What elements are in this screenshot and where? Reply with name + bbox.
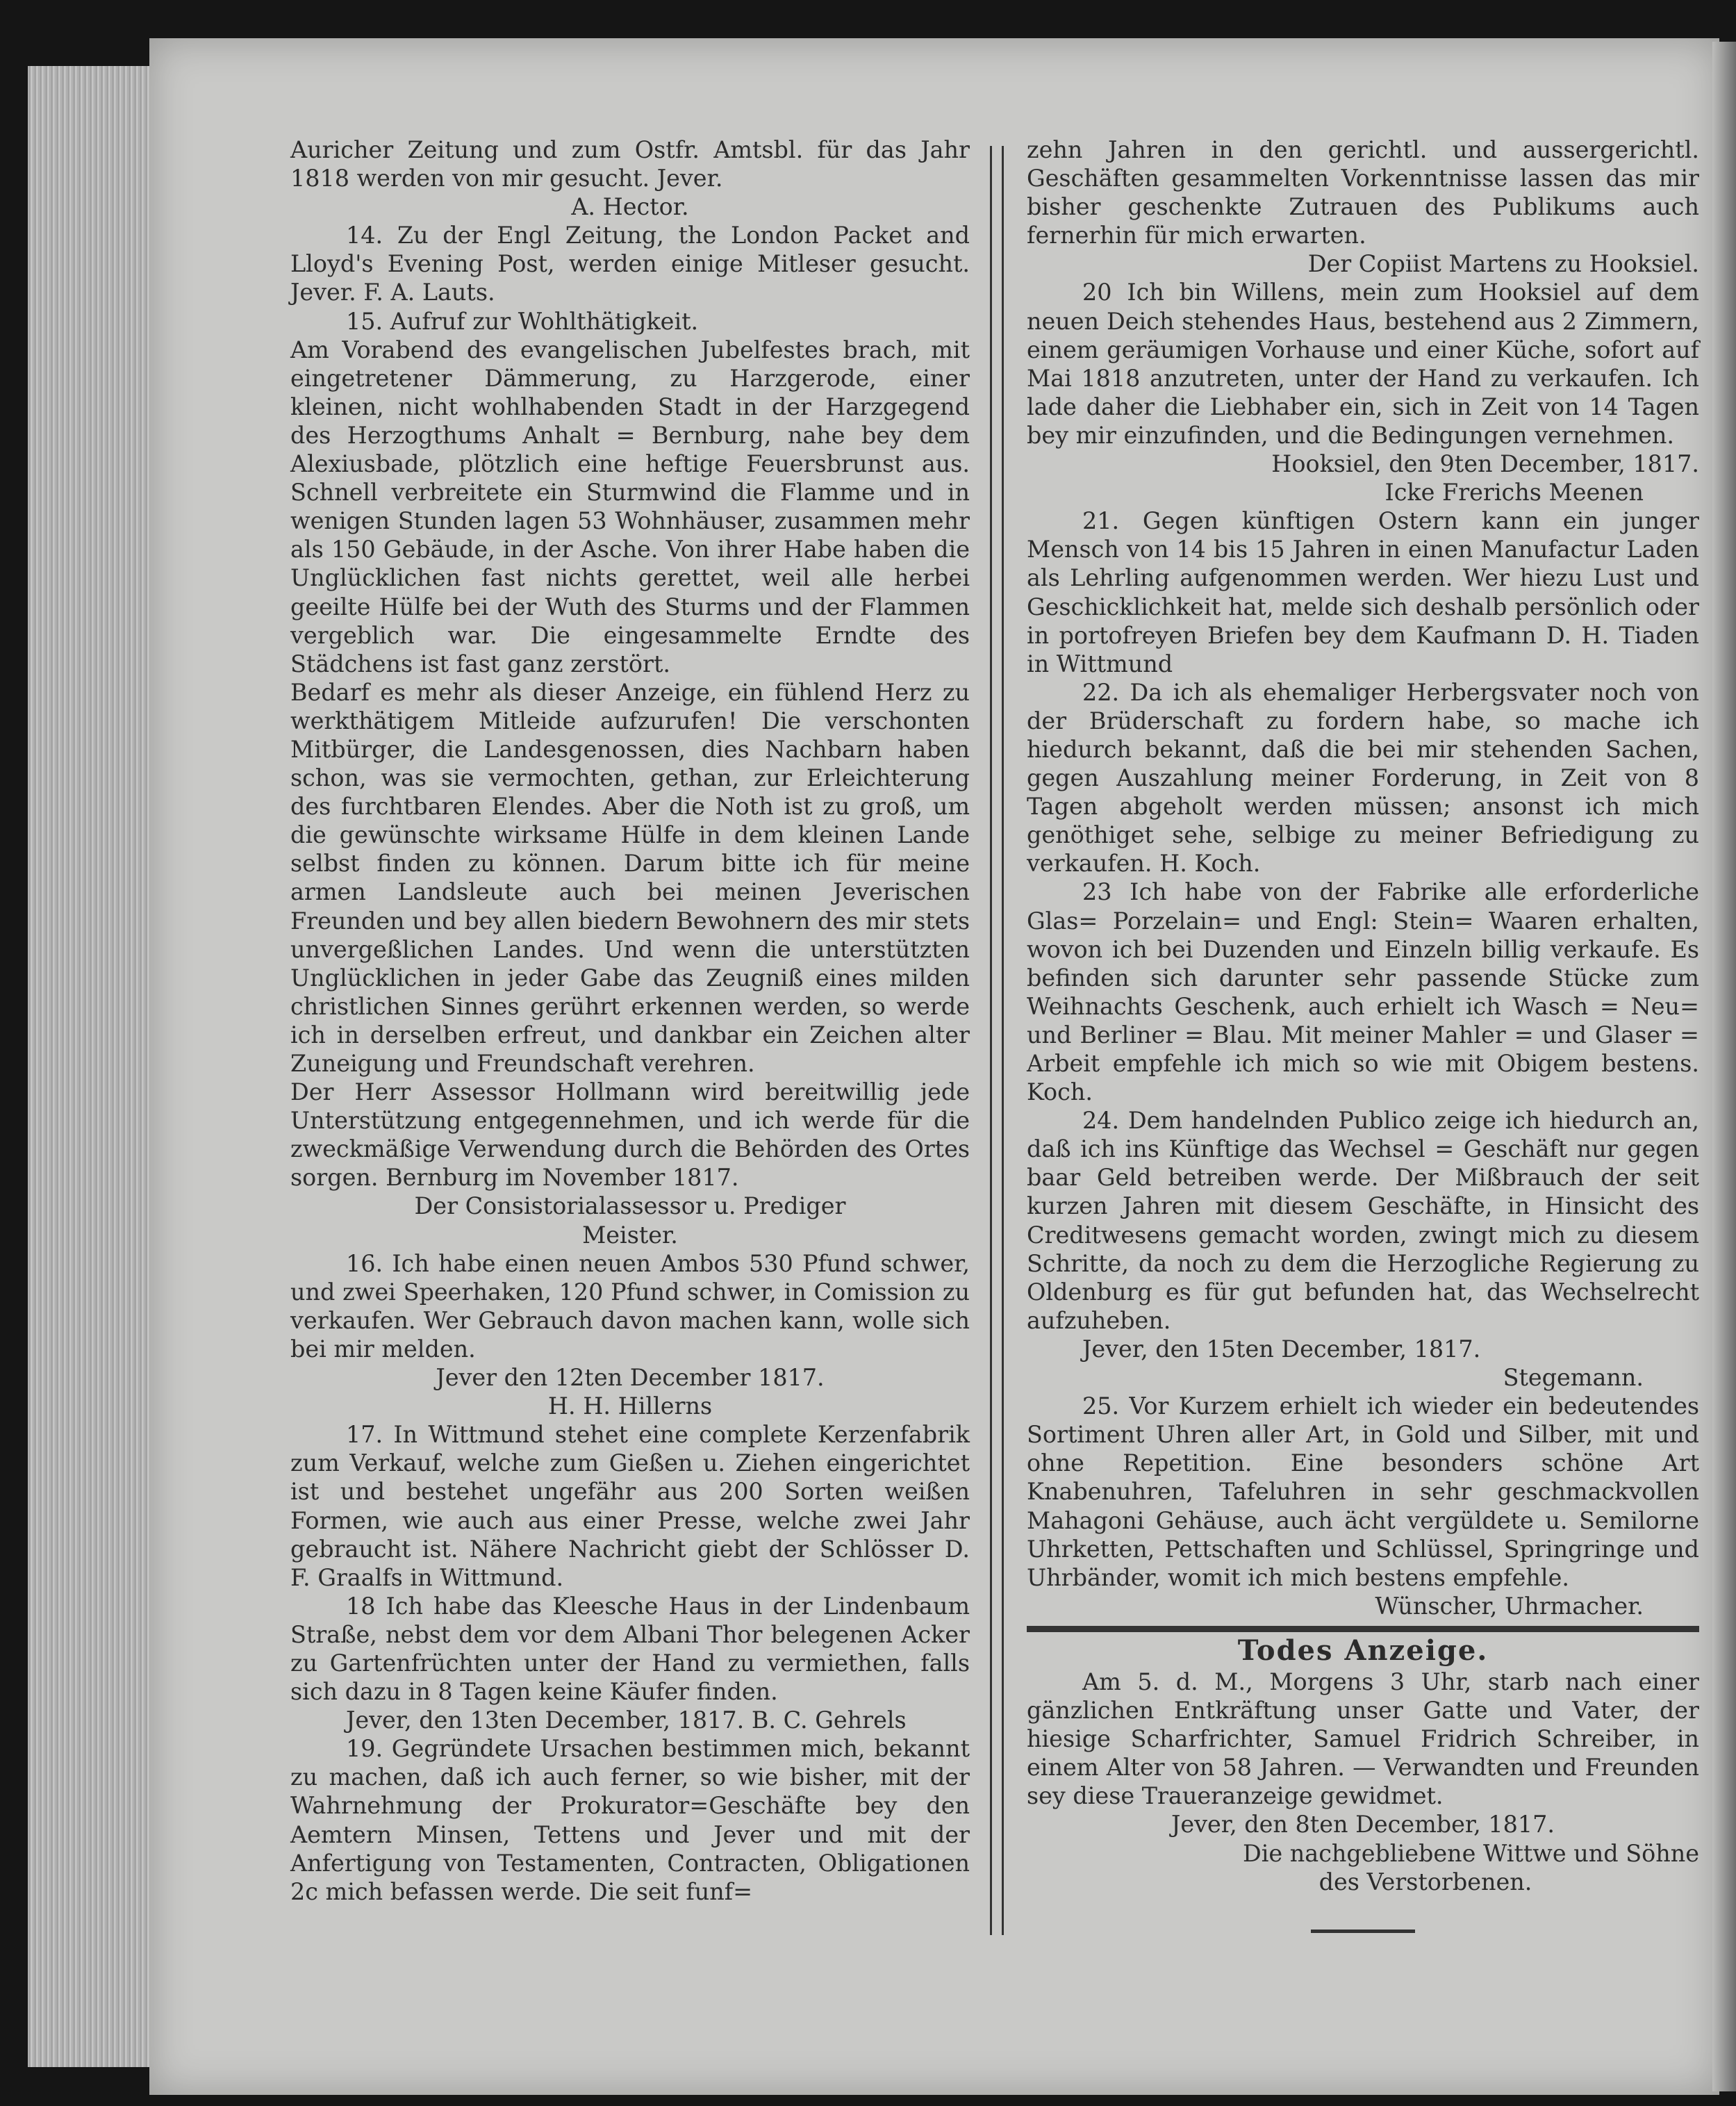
right_column-paragraph: Stegemann. — [1503, 1364, 1644, 1392]
left_column-paragraph: 19. Gegründete Ursachen bestimmen mich, bekannt zu machen, daß ich auch ferner, so wie bisher, mit der Wahrnehmung der Prokurator=Geschäfte bey den Aemtern Minsen, Tettens und Jever und mit der Anfertigung von Testamenten, Contracten, Obligationen 2c mich befassen werde. Die seit funf= — [290, 1735, 970, 1905]
left_column-paragraph: 17. In Wittmund stehet eine complete Kerzenfabrik zum Verkauf, welche zum Gießen u. Ziehen eingerichtet ist und bestehet ungefähr aus 200 Sorten weißen Formen, wie auch aus einer Presse, welche zwei Jahr gebraucht ist. Nähere Nachricht giebt der Schlösser D. F. Graalfs in Wittmund. — [290, 1421, 970, 1591]
end-rule — [1311, 1930, 1415, 1933]
left_column-paragraph: Am Vorabend des evangelischen Jubelfestes brach, mit eingetretener Dämmerung, zu Harzgerode, einer kleinen, nicht wohlhabenden Stadt in der Harzgegend des Herzogthums Anhalt = Bernburg, nahe bey dem Alexiusbade, plötzlich eine heftige Feuersbrunst aus. Schnell verbreitete ein Sturmwind die Flamme und in wenigen Stunden lagen 53 Wohnhäuser, zusammen mehr als 150 Gebäude, in der Asche. Von ihrer Habe haben die Unglücklichen fast nichts gerettet, weil alle herbei geeilte Hülfe bei der Wuth des Sturms und der Flammen vergeblich war. Die eingesammelte Erndte des Städchens ist fast ganz zerstört. — [290, 336, 970, 677]
left_column-paragraph: Jever den 12ten December 1817. — [436, 1364, 825, 1392]
right_column-paragraph: Icke Frerichs Meenen — [1384, 479, 1644, 507]
left_column-paragraph: 15. Aufruf zur Wohlthätigkeit. — [346, 307, 699, 335]
death-notice-signature-2: des Verstorbenen. — [1318, 1868, 1532, 1895]
left_column-paragraph: Auricher Zeitung und zum Ostfr. Amtsbl. für das Jahr 1818 werden von mir gesucht. Jever. — [290, 136, 970, 192]
left_column-paragraph: Der Herr Assessor Hollmann wird bereitwillig jede Unterstützung entgegennehmen, und ich werde für die zweckmäßige Verwendung durch die Behörden des Ortes sorgen. Bernburg im November 1817. — [290, 1078, 970, 1192]
death-notice-place-date: Jever, den 8ten December, 1817. — [1171, 1811, 1555, 1838]
left-column — [290, 135, 970, 1906]
death-notice-heading: Todes Anzeige. — [1237, 1634, 1489, 1667]
right_column-paragraph: Hooksiel, den 9ten December, 1817. — [1271, 450, 1699, 478]
page-fold-edge — [1712, 42, 1736, 2091]
right_column-paragraph: 22. Da ich als ehemaliger Herbergsvater noch von der Brüderschaft zu fordern habe, so mache ich hiedurch bekannt, daß die bei mir stehenden Sachen, gegen Auszahlung meiner Forderung, in Zeit von 8 Tagen abgeholt werden müssen; ansonst ich mich genöthiget sehe, selbige zu meiner Befriedigung zu verkaufen. H. Koch. — [1027, 678, 1699, 878]
left_column-paragraph: Bedarf es mehr als dieser Anzeige, ein fühlend Herz zu werkthätigem Mitleide aufzurufen! Die verschonten Mitbürger, die Landesgenossen, dies Nachbarn haben schon, was sie vermochten, gethan, zur Erleichterung des furchtbaren Elendes. Aber die Noth ist zu groß, um die gewünschte wirksame Hülfe in dem kleinen Lande selbst finden zu können. Darum bitte ich für meine armen Landsleute auch bei meinen Jeverischen Freunden und bey allen biedern Bewohnern des mir stets unvergeßlichen Landes. Und wenn die unterstützten Unglücklichen in jeder Gabe das Zeugniß eines milden christlichen Sinnes gerührt erkennen werden, so werde ich in derselben erfreut, und dankbar ein Zeichen alter Zuneigung und Freundschaft verehren. — [290, 678, 970, 1077]
right_column-paragraph: 23 Ich habe von der Fabrike alle erforderliche Glas= Porzelain= und Engl: Stein= Waaren erhalten, wovon ich bei Duzenden und Einzeln billig verkaufe. Es befinden sich darunter sehr passende Stücke zum Weihnachts Geschenk, auch erhielt ich Wasch = Neu= und Berliner = Blau. Mit meiner Mahler = und Glaser = Arbeit empfehle ich mich so wie mit Obigem bestens. Koch. — [1027, 878, 1699, 1106]
left_column-paragraph: A. Hector. — [571, 193, 689, 221]
left_column-paragraph: 14. Zu der Engl Zeitung, the London Packet and Lloyd's Evening Post, werden einige Mitleser gesucht. Jever. F. A. Lauts. — [290, 222, 970, 306]
right_column-paragraph: 24. Dem handelnden Publico zeige ich hiedurch an, daß ich ins Künftige das Wechsel = Geschäft nur gegen baar Geld betreiben werde. Der Mißbrauch der seit kurzen Jahren mit diesem Geschäfte, in Hinsicht des Creditwesens gemacht worden, zwingt mich zu diesem Schritte, da noch zu dem die Herzogliche Regierung zu Oldenburg es für gut befunden hat, das Wechselrecht aufzuheben. — [1027, 1107, 1699, 1334]
left_column-paragraph: Der Consistorialassessor u. Prediger — [414, 1192, 846, 1220]
death-notice-body: Am 5. d. M., Morgens 3 Uhr, starb nach einer gänzlichen Entkräftung unser Gatte und Vater, der hiesige Scharfrichter, Samuel Fridrich Schreiber, in einem Alter von 58 Jahren. — Verwandten und Freunden sey diese Traueranzeige gewidmet. — [1027, 1668, 1699, 1810]
column-divider — [990, 146, 1004, 1935]
left_column-paragraph: 18 Ich habe das Kleesche Haus in der Lindenbaum Straße, nebst dem vor dem Albani Thor belegenen Acker zu Gartenfrüchten unter der Hand zu vermiethen, falls sich dazu in 8 Tagen keine Käufer finden. — [290, 1592, 970, 1706]
right_column-paragraph: Jever, den 15ten December, 1817. — [1082, 1335, 1481, 1363]
right-column — [1027, 135, 1699, 1933]
right_column-paragraph: 20 Ich bin Willens, mein zum Hooksiel auf dem neuen Deich stehendes Haus, bestehend aus 2 Zimmern, einem geräumigen Vorhause und einer Küche, sofort auf Mai 1818 anzutreten, unter der Hand zu verkaufen. Ich lade daher die Liebhaber ein, sich in Zeit von 14 Tagen bey mir einzufinden, und die Bedingungen vernehmen. — [1027, 279, 1699, 449]
right_column-paragraph: 21. Gegen künftigen Ostern kann ein junger Mensch von 14 bis 15 Jahren in einen Manufactur Laden als Lehrling aufgenommen werden. Wer hiezu Lust und Geschicklichkeit hat, melde sich deshalb persönlich oder in portofreyen Briefen bey dem Kaufmann D. H. Tiaden in Wittmund — [1027, 507, 1699, 677]
left_column-paragraph: Jever, den 13ten December, 1817. B. C. Gehrels — [346, 1706, 907, 1734]
book-page-edges — [28, 66, 160, 2067]
left_column-paragraph: H. H. Hillerns — [547, 1392, 713, 1420]
right_column-paragraph: zehn Jahren in den gerichtl. und aussergerichtl. Geschäften gesammelten Vorkenntnisse lassen das mir bisher geschenkte Zutrauen des Publikums auch fernerhin für mich erwarten. — [1027, 136, 1699, 249]
right_column-paragraph: Der Copiist Martens zu Hooksiel. — [1307, 250, 1699, 278]
left_column-paragraph: Meister. — [582, 1221, 678, 1249]
heavy-rule — [1027, 1626, 1699, 1632]
right_column-paragraph: 25. Vor Kurzem erhielt ich wieder ein bedeutendes Sortiment Uhren aller Art, in Gold und Silber, mit und ohne Repetition. Eine besonders schöne Art Knabenuhren, Tafeluhren in sehr geschmackvollen Mahagoni Gehäuse, auch ächt vergüldete u. Semilorne Uhrketten, Pettschaften und Schlüssel, Springringe und Uhrbänder, womit ich mich bestens empfehle. — [1027, 1392, 1699, 1591]
right_column-paragraph: Wünscher, Uhrmacher. — [1375, 1592, 1644, 1620]
left_column-paragraph: 16. Ich habe einen neuen Ambos 530 Pfund schwer, und zwei Speerhaken, 120 Pfund schwer, in Comission zu verkaufen. Wer Gebrauch davon machen kann, wolle sich bei mir melden. — [290, 1249, 970, 1363]
death-notice-signature-1: Die nachgebliebene Wittwe und Söhne — [1242, 1839, 1699, 1867]
